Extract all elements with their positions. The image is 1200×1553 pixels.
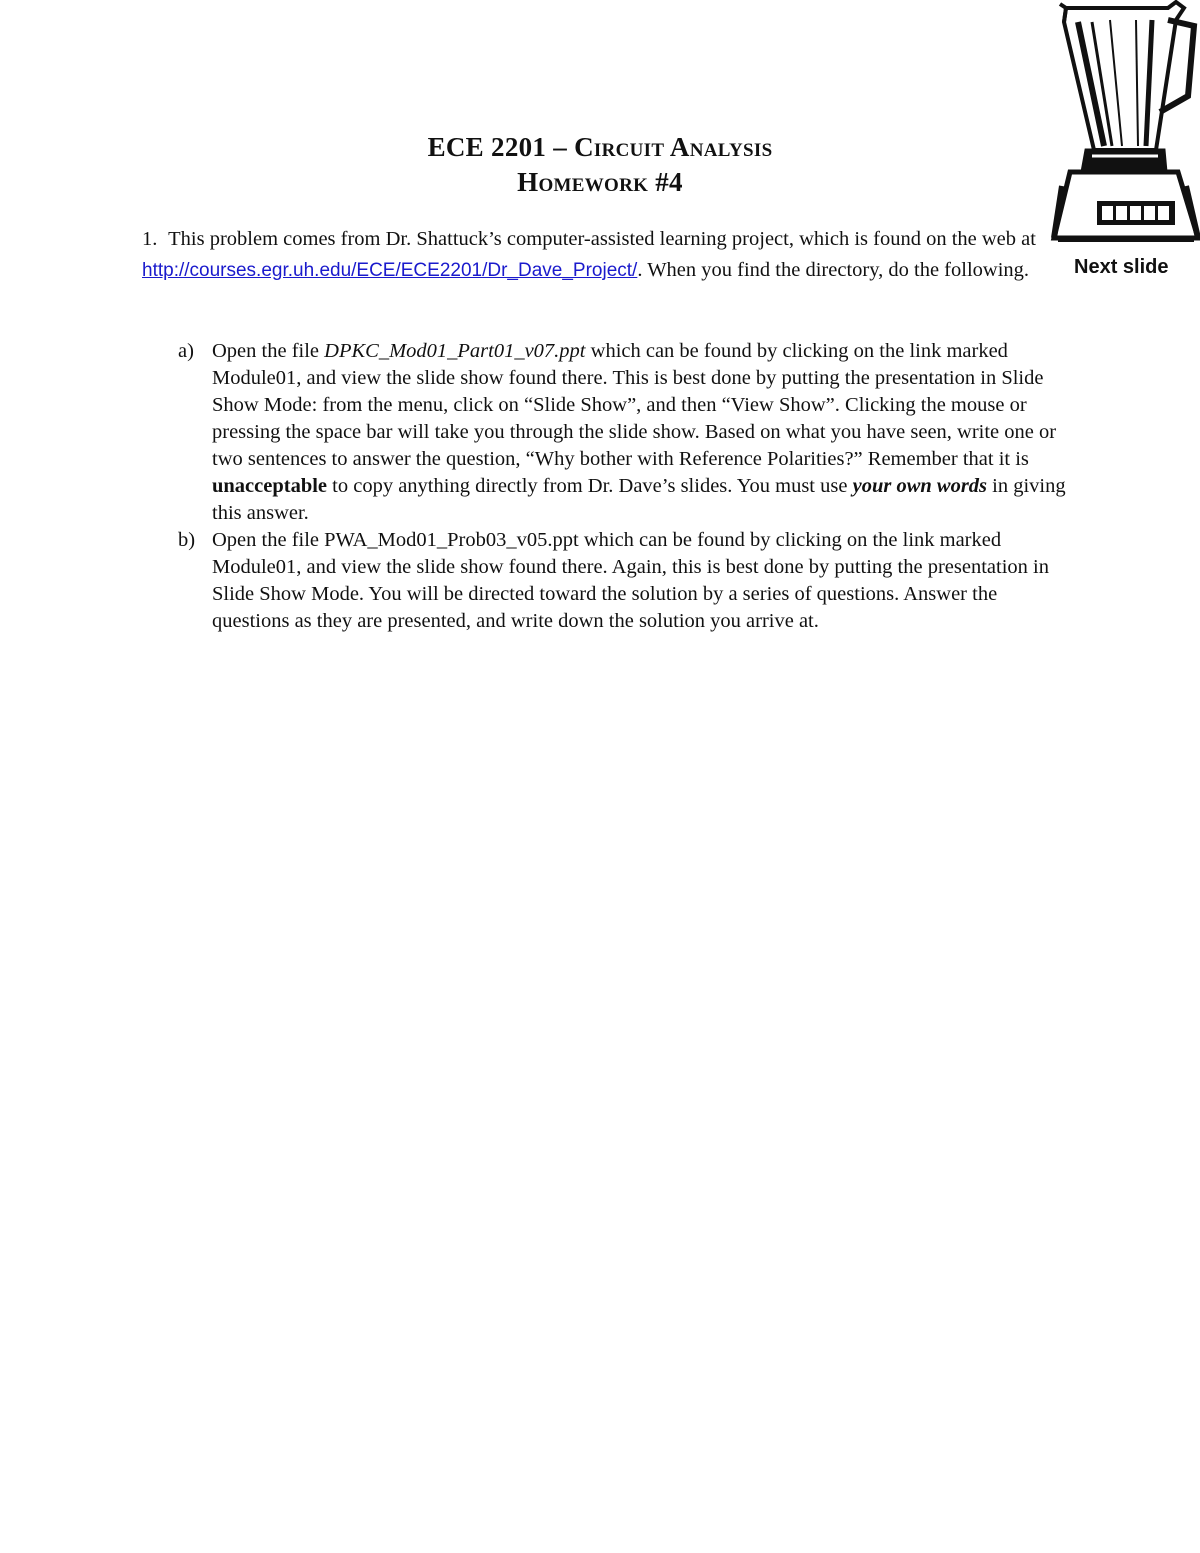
subitem-marker: b)	[178, 529, 196, 551]
subitem-marker: a)	[178, 340, 194, 362]
subitem-text: in giving this answer.	[212, 475, 1066, 524]
subitem-b	[178, 527, 1068, 635]
emphasis-text: your own words	[852, 475, 988, 497]
problem-1	[142, 224, 1052, 286]
subitem-a	[178, 338, 1068, 527]
emphasis-text: unacceptable	[212, 475, 328, 497]
document-title: ECE 2201 – Circuit Analysis	[427, 132, 773, 162]
subitem-text: which can be found by clicking on the link marked Module01, and view the slide show found there. This is best done by putting the presentation in Slide Show Mode: from the menu, click on “Slide Show”, and then “View Show”. Clicking the mouse or pressing the space bar will take you through the slide show. Based on what you have seen, write one or two sentences to answer the question, “Why bother with Reference Polarities?” Remember that it is	[212, 340, 1057, 470]
title-block	[0, 130, 1200, 200]
subitem-text: Open the file PWA_Mod01_Prob03_v05.ppt which can be found by clicking on the link marked Module01, and view the slide show found there. Again, this is best done by putting the presentation in Slide Show Mode. You will be directed toward the solution by a series of questions. Answer the questions as they are presented, and write down the solution you arrive at.	[212, 529, 1049, 632]
next-slide-label: Next slide	[1074, 256, 1169, 278]
subitem-text: to copy anything directly from Dr. Dave’s slides. You must use	[332, 475, 848, 497]
subitem-list	[178, 338, 1068, 635]
problem-text-continued: . When you find the directory, do the following.	[637, 259, 1030, 281]
problem-text: This problem comes from Dr. Shattuck’s computer-assisted learning project, which is found on the web at	[168, 228, 1036, 250]
problem-number: 1.	[142, 228, 158, 250]
subitem-text: Open the file	[212, 340, 320, 362]
project-link[interactable]: http://courses.egr.uh.edu/ECE/ECE2201/Dr_Dave_Project/	[142, 260, 638, 281]
homework-number: Homework #4	[517, 167, 683, 197]
file-name: DPKC_Mod01_Part01_v07.ppt	[324, 340, 586, 362]
